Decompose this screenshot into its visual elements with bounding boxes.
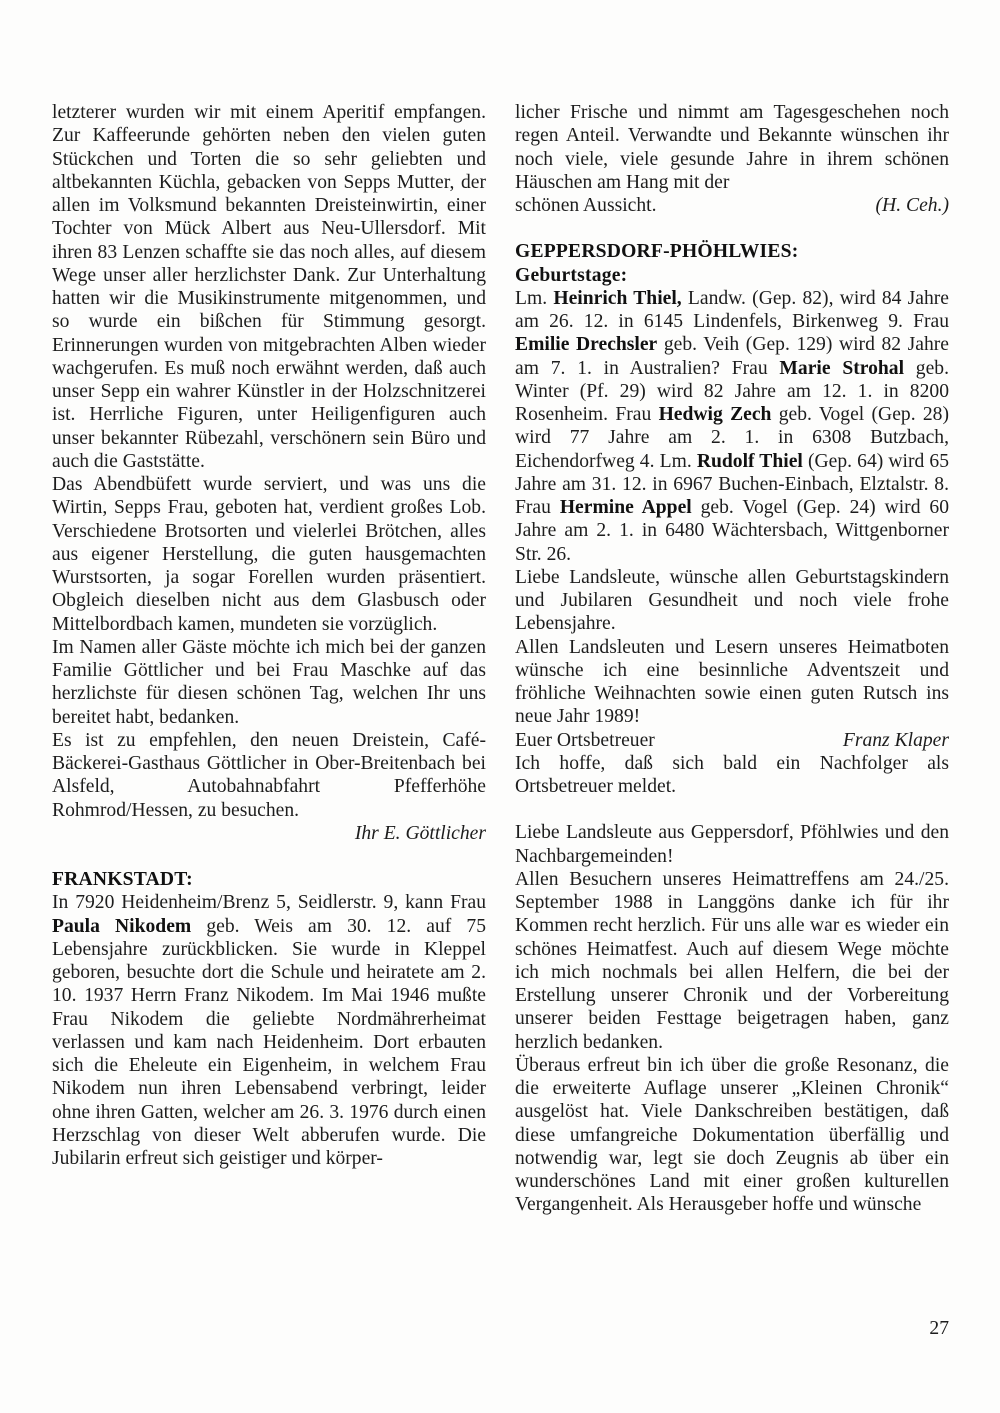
person-name-bold: Hermine Appel [559,497,692,518]
birthday-details: (Gep. 64) wird 65 Jahre am 31. 12. in 6967 Buchen-Einbach, Elztalstr. 8. Frau [515,450,949,518]
person-name-bold: Emilie Drechsler [515,334,658,356]
signature-name: Franz Klaper [842,729,949,751]
birthday-details: geb. Winter (Pf. 29) wird 82 Jahre am 12. 1. in 8200 Rosenheim. Frau [515,357,949,425]
birthday-details: geb. Vogel (Gep. 28) wird 77 Jahre am 2. 1. in 6308 Butzbach, Eichendorfweg 4. Lm. [515,404,949,472]
continuation-last-text: schönen Aussicht. [515,195,657,216]
successor-note: Ich hoffe, daß sich bald ein Nachfolger als Ortsbetreuer meldet. [515,752,949,797]
left-column [52,101,486,1170]
section-gap [515,217,949,240]
page-number: 27 [929,1318,949,1339]
section-gap [52,845,486,868]
intro-paragraph-4: Es ist zu empfehlen, den neuen Dreistein, Café-Bäckerei-Gasthaus Göttlicher in Ober-Breitenbach bei Alsfeld, Autobahnabfahrt Pfefferhöhe Rohmrod/Hessen, zu besuchen. [52,729,486,821]
person-name-bold: Hedwig Zech [658,404,772,425]
person-name-bold: Heinrich Thiel, [553,287,682,309]
birthday-details: geb. Veih (Gep. 129) wird 82 Jahre am 7. 1. in Australien? Frau [515,334,950,379]
continuation-paragraph: licher Frische und nimmt am Tagesgeschehen noch regen Anteil. Verwandte und Bekannte wünschen ihr noch viele, viele gesunde Jahre in ihrem schönen Häuschen am Hang mit der [515,102,949,193]
birthday-details: geb. Vogel (Gep. 24) wird 60 Jahre am 2. 1. in 6480 Wächtersbach, Wittgenborner Str. 26. [515,497,949,565]
section-heading-geppersdorf: GEPPERSDORF-PHÖHLWIES: [515,241,799,263]
continuation-signature: (H. Ceh.) [875,195,949,216]
subheading-birthdays: Geburtstage: [515,264,628,286]
wishes-paragraph-2: Allen Landsleuten und Lesern unseres Heimatboten wünsche ich eine besinnliche Adventszeit und fröhliche Weihnachten sowie einen guten Rutsch ins neue Jahr 1989! [515,636,949,728]
intro-signature: Ihr E. Göttlicher [354,822,486,844]
birthday-pre: Lm. [515,287,554,309]
intro-paragraph-1: letzterer wurden wir mit einem Aperitif empfangen. Zur Kaffeerunde gehörten neben den vielen guten Stückchen und Torten die so sehr geliebten und altbekannten Küchla, gebacken von Sepps Mutter, der allen im Volksmund bekannten Dreisteinwirtin, einer Tochter von Mück Albert aus Neu-Ullersdorf. Mit ihren 83 Lenzen schaffte sie das noch alles, auf diesem Wege unser aller herzlichster Dank. Zur Unterhaltung hatten wir die Musikinstrumente mitgenommen, und so wurde ein bißchen für Stimmung gesorgt. Erinnerungen wurden von mitgebrachten Alben wieder wachgerufen. Es muß noch erwähnt werden, daß auch unser Sepp ein wahrer Künstler in der Holzschnitzerei ist. Herrliche Figuren, unter Heiligenfiguren auch unser bekannter Rübezahl, verschönern sein Büro und auch die Gaststätte. [52,102,486,472]
intro-paragraph-2: Das Abendbüfett wurde serviert, und was uns die Wirtin, Sepps Frau, geboten hat, verdient großes Lob. Verschiedene Brotsorten und vielerlei Brötchen, alles aus eigener Herstellung, die guten hausgemachten Wurstsorten, ja sogar Forellen wurden präsentiert. Obgleich dieselben nicht aus dem Glasbusch oder Mittelbordbach kamen, mundeten sie vorzüglich. [52,474,486,635]
person-name-bold: Paula Nikodem [52,915,192,937]
person-name-bold: Marie Strohal [779,357,905,379]
birthdays-paragraph [515,287,949,566]
section-heading-frankstadt: FRANKSTADT: [52,869,193,890]
ortsbetreuer-signature-line [515,729,949,752]
person-name-bold: Rudolf Thiel [696,450,803,472]
intro-paragraph-3: Im Namen aller Gäste möchte ich mich bei der ganzen Familie Göttlicher und bei Frau Maschke auf das herzlichste für diesen schönen Tag, welchen Ihr uns bereitet habt, bedanken. [52,636,486,728]
wishes-paragraph-1: Liebe Landsleute, wünsche allen Geburtstagskindern und Jubilaren Gesundheit und noch viele frohe Lebensjahre. [515,566,949,635]
birthday-details: Landw. (Gep. 82), wird 84 Jahre am 26. 12. in 6145 Lindenfels, Birkenweg 9. Frau [515,287,950,332]
letter-paragraph-2: Überaus erfreut bin ich über die große Resonanz, die die erweiterte Auflage unserer „Kleinen Chronik“ ausgelöst hat. Viele Dankschreiben bestätigen, daß diese umfangreiche Dokumentation überfällig und notwendig war, legt sie doch Zeugnis ab über ein wunderschönes Land mit einer großen kulturellen Vergangenheit. Als Herausgeber hoffe und wünsche [515,1054,949,1216]
letter-paragraph-1: Allen Besuchern unseres Heimattreffens am 24./25. September 1988 in Langgöns danke ich für ihr Kommen recht herzlich. Für uns alle war es wieder ein schönes Heimatfest. Auch auf diesem Wege möchte ich mich nochmals bei allen Helfern, die bei der Erstellung unserer Chronik und der Vorbereitung unserer beiden Festtage beigetragen haben, ganz herzlich bedanken. [515,868,949,1053]
right-column [515,101,949,1217]
letter-greeting: Liebe Landsleute aus Geppersdorf, Pföhlwies und den Nachbargemeinden! [515,822,949,867]
continuation-last-line [515,194,949,217]
frankstadt-paragraph [52,891,486,1170]
frankstadt-text-after-name: geb. Weis am 30. 12. auf 75 Lebensjahre zurückblicken. Sie wurde in Kleppel geboren, besuchte dort die Schule und heiratete am 2. 10. 1937 Herrn Franz Nikodem. Im Mai 1946 mußte Frau Nikodem die geliebte Nordmährerheimat verlassen und kam nach Heidenheim. Dort erbauten sich die Eheleute ein Eigenheim, in welchem Frau Nikodem nun ihren Lebensabend verbringt, leider ohne ihren Gatten, welcher am 26. 3. 1976 durch einen Herzschlag von dieser Welt abberufen wurde. Die Jubilarin erfreut sich geistiger und körper- [52,915,486,1169]
section-gap [515,798,949,821]
signature-role: Euer Ortsbetreuer [515,729,655,751]
frankstadt-text-before-name: In 7920 Heidenheim/Brenz 5, Seidlerstr. 9, kann Frau [52,892,486,914]
